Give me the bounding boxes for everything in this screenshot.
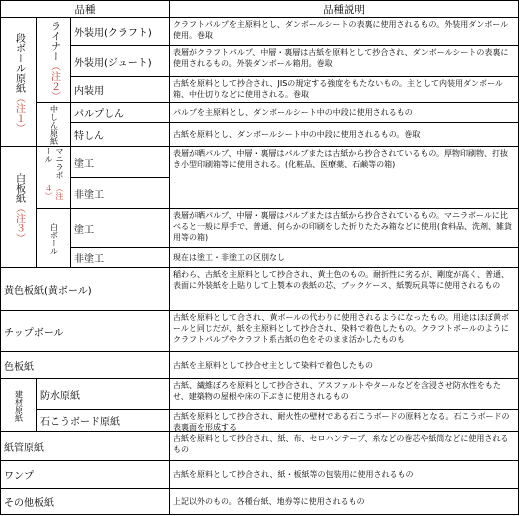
row-name: その他板紙: [1, 489, 170, 515]
row-desc: 古紙を原料とし、ダンボールシート中の中段に使用されるもの。巻取: [170, 123, 519, 147]
danball-group-note: （注１）: [13, 92, 25, 133]
row-desc: 古紙を原料として抄合され、紙・板紙等の包装用に使用されるもの: [170, 461, 519, 489]
liner-label: ライナー: [48, 20, 60, 61]
hakuita-group-label: 白板紙: [13, 172, 25, 203]
row-desc: 古紙、繊維ぼろを原料として抄合され、アスファルトやタールなどを含浸させ防水性をもたせ、建築物の屋根や床の下ぶきに使用されるもの: [170, 379, 519, 410]
row-name: 非塗工: [71, 178, 170, 209]
row-desc: 古紙を原料として合され、黄ボールの代わりに使用されるようになったもの。用途はほぼ黄ボールと同じだが、紙を主原料として抄合され、染料で着色したもの。クラフトボールのようにクラフトパルプやクラフト系古紙の色をそのまま活かしたものも: [170, 311, 519, 352]
row-desc: 表層が晒パルプ、中層・裏層はパルプまたは古紙から抄合されているもの。マニラボールに比べると一般に厚手で、普通、何らかの印刷をした折りたたみ箱などに使用(食料品、洗剤、雑貨用等の箱): [170, 209, 519, 248]
danball-group-cell: [1, 18, 37, 147]
row-name: 非塗工: [71, 248, 170, 268]
row-name: 外装用(ジュート): [71, 46, 170, 77]
kenzai-group-label: 建材原紙: [14, 389, 24, 422]
liner-note: （注２）: [48, 60, 60, 101]
header-description: 品種説明: [170, 1, 519, 18]
row-name: 石こうボード原紙: [37, 410, 170, 432]
row-desc: 古紙を原料として抄合され、紙、布、セロハンテープ、糸などの巻芯や紙筒などに使用されるもの: [170, 432, 519, 461]
manila-label: マニラボール: [44, 147, 64, 179]
row-name: 塗工: [71, 209, 170, 248]
row-desc: クラフトパルプを主原料とし、ダンボールシートの表裏に使用されるもの。外装用ダンボール使用。巻取: [170, 18, 519, 46]
row-desc: 表層が晒パルプ、中層・裏層はパルプまたは古紙から抄合されているもの。厚物印刷物、打抜き小型印刷箱等に使用される。(化粧品、医療薬、石鹸等の箱): [170, 147, 519, 209]
kenzai-group-cell: [1, 379, 37, 432]
row-desc: 表層がクラフトパルプ、中層・裏層は古紙を原料として抄合され、ダンボールシートの表裏に使用されるもの。外装ダンボール箱用。巻取: [170, 46, 519, 77]
row-name: 色板紙: [1, 352, 170, 379]
shin-cell: [37, 103, 71, 147]
danball-group-label: 段ボール原紙: [13, 32, 25, 93]
row-desc: パルプを主原料とし、ダンボールシート中の中段に使用されるもの: [170, 103, 519, 123]
row-name: 外装用(クラフト): [71, 18, 170, 46]
row-name: 塗工: [71, 147, 170, 178]
white-label: 白ボール: [49, 222, 59, 255]
hakuita-group-note: （注３）: [13, 202, 25, 243]
liner-cell: [37, 18, 71, 103]
row-name: 黄色板紙(黄ボール): [1, 268, 170, 311]
row-name: 内装用: [71, 77, 170, 103]
row-name: ワンプ: [1, 461, 170, 489]
row-desc: 古紙を主原料として抄合せ主として染料で着色したもの: [170, 352, 519, 379]
manila-cell: [37, 147, 71, 209]
row-desc: 上記以外のもの。各種台紙、地券等に使用されるもの: [170, 489, 519, 515]
row-name: チップボール: [1, 311, 170, 352]
row-desc: 古紙を原料として抄合され、耐火性の壁材である石こうボードの原料となる。石こうボードの表裏面を形成する: [170, 410, 519, 432]
row-desc: 稲わら、古紙を主原料として抄合され、黄土色のもの。耐折性に劣るが、剛度が高く、普通、表面に外装紙を上貼りして上製本の表紙の芯、ブックケース、紙製玩具等に使用されるもの: [170, 268, 519, 311]
manila-note: （注４）: [44, 184, 64, 201]
row-name: 特しん: [71, 123, 170, 147]
row-name: パルプしん: [71, 103, 170, 123]
row-name: 防水原紙: [37, 379, 170, 410]
row-desc: 現在は塗工・非塗工の区別なし: [170, 248, 519, 268]
shin-label: 中しん原紙: [49, 105, 59, 145]
white-cell: [37, 209, 71, 268]
row-desc: 古紙を原料として抄合され、JISの規定する強度をもたないもの。主として内装用ダンボール箱、中仕切りなどに使用される。巻取: [170, 77, 519, 103]
hakuita-group-cell: [1, 147, 37, 268]
header-category: 品種: [1, 1, 170, 18]
row-name: 紙管原紙: [1, 432, 170, 461]
